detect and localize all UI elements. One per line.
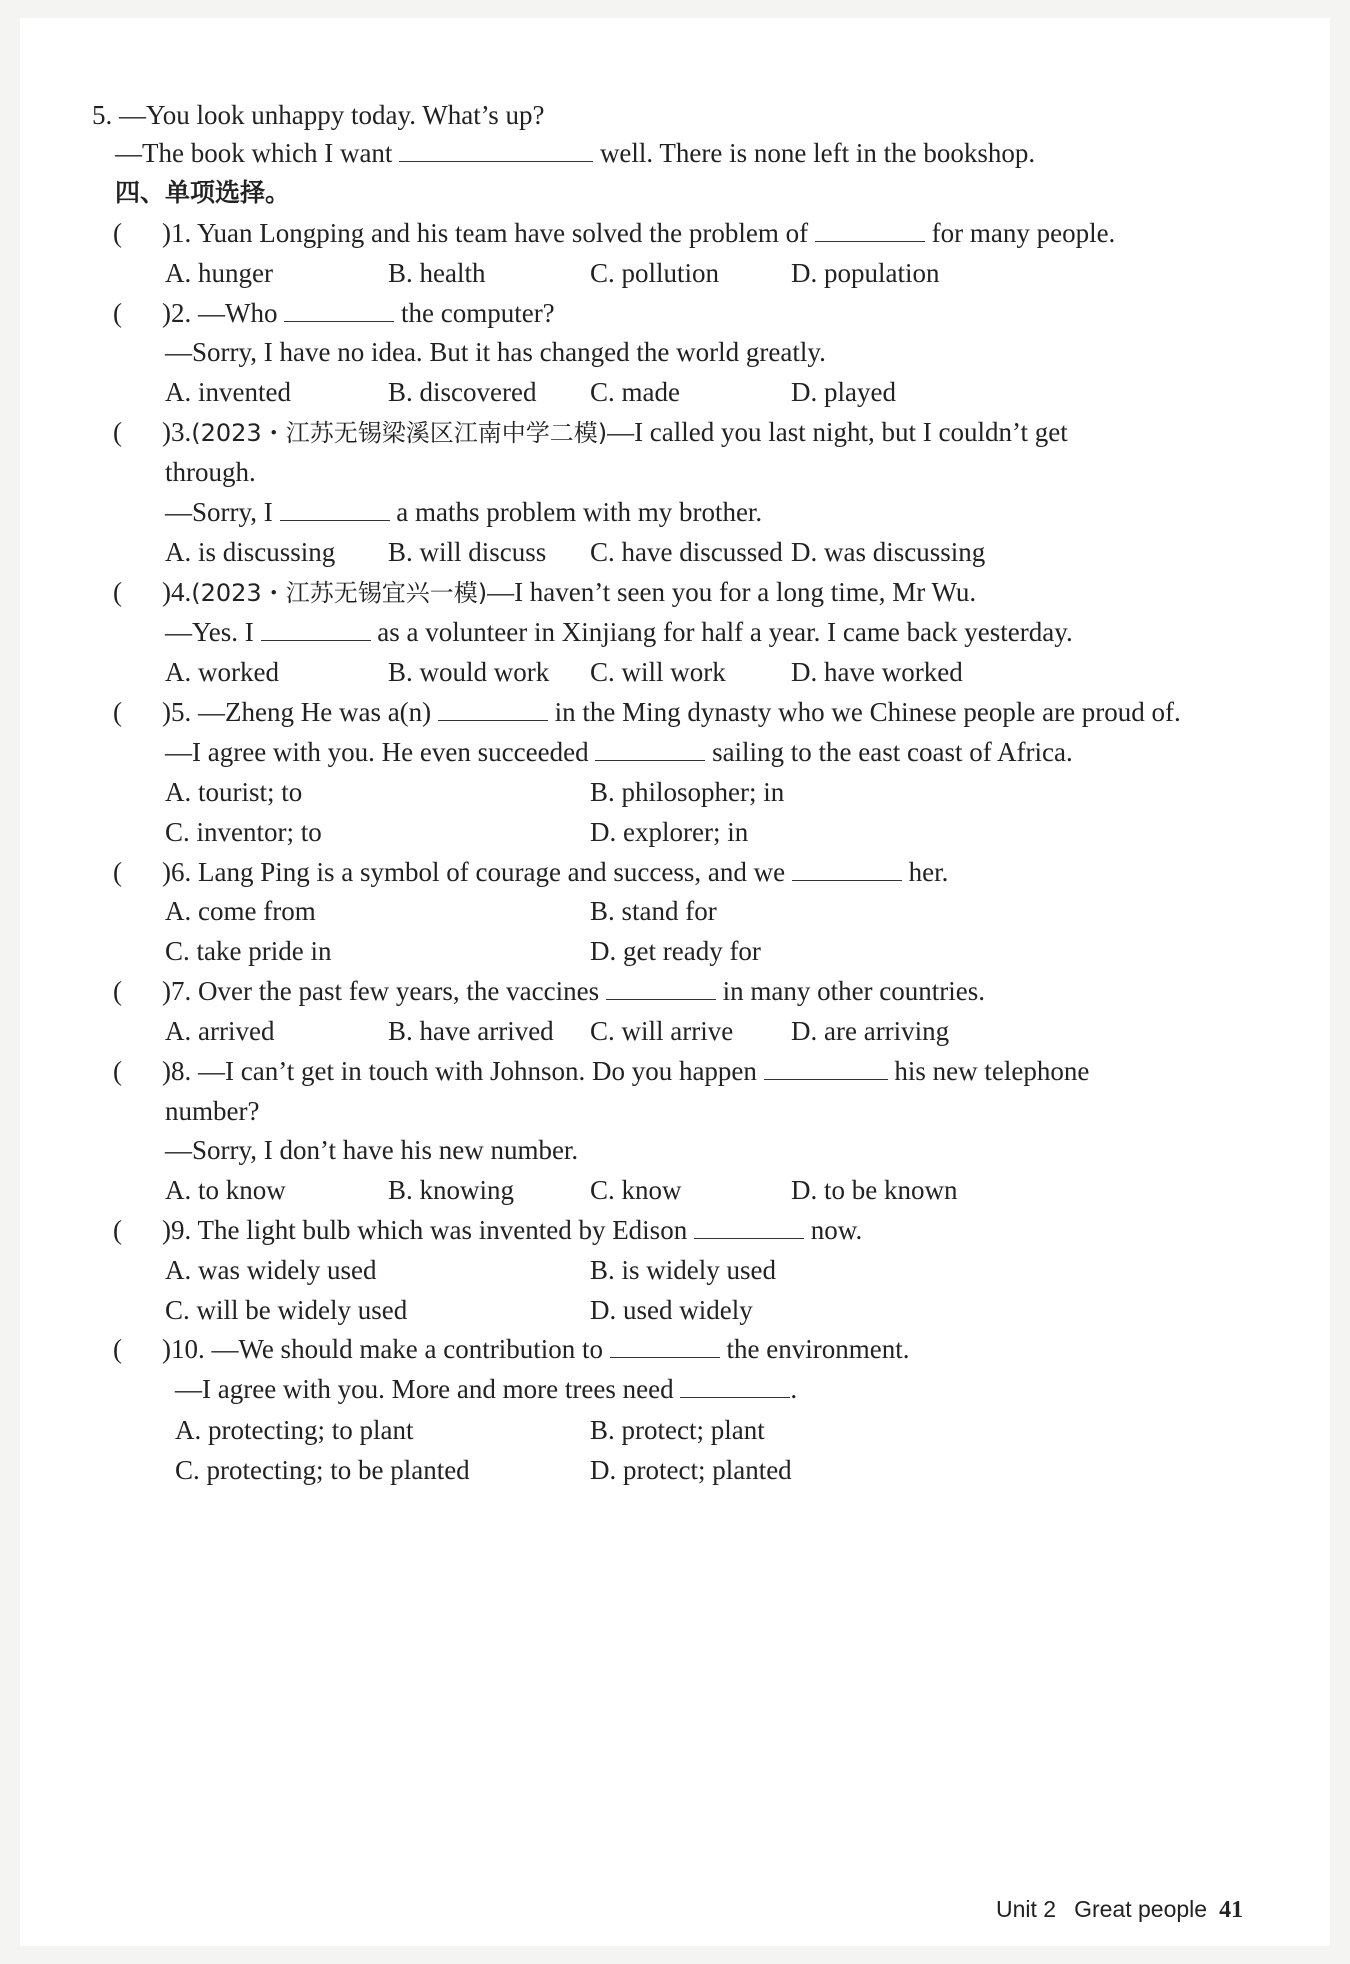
question-number: )8.: [162, 1056, 192, 1086]
q5-option-b[interactable]: B. philosopher; in: [590, 777, 785, 807]
answer-paren-q6[interactable]: (: [113, 857, 122, 887]
answer-blank[interactable]: [438, 698, 548, 721]
stem-text: —Zheng He was a(n): [198, 697, 432, 727]
q7-option-a[interactable]: A. arrived: [165, 1016, 275, 1046]
question-7-stem: [162, 974, 985, 1008]
q4-option-c[interactable]: C. will work: [590, 657, 726, 687]
worksheet-page: [20, 18, 1330, 1946]
answer-paren-q8[interactable]: (: [113, 1056, 122, 1086]
unit-label: Unit 2: [996, 1896, 1057, 1922]
q9-option-c[interactable]: C. will be widely used: [165, 1295, 408, 1325]
question-8-stem: [162, 1054, 1089, 1088]
q3-option-a[interactable]: A. is discussing: [165, 537, 336, 567]
q3-option-c[interactable]: C. have discussed: [590, 537, 783, 567]
q9-option-d[interactable]: D. used widely: [590, 1295, 753, 1325]
stem-text: —I called you last night, but I couldn’t get: [607, 417, 1068, 447]
q6-option-b[interactable]: B. stand for: [590, 896, 717, 926]
answer-blank[interactable]: [764, 1057, 888, 1080]
q5-option-d[interactable]: D. explorer; in: [590, 817, 749, 847]
stem-text: —I can’t get in touch with Johnson. Do you happen: [198, 1056, 757, 1086]
q8-option-c[interactable]: C. know: [590, 1175, 682, 1205]
q1-option-d[interactable]: D. population: [791, 258, 940, 288]
q4-option-d[interactable]: D. have worked: [791, 657, 963, 687]
stem-text: a maths problem with my brother.: [396, 497, 763, 527]
question-number: )5.: [162, 697, 192, 727]
prev-q5-text-a: —The book which I want: [115, 138, 393, 168]
question-4-line2: [165, 615, 1073, 649]
stem-text: in the Ming dynasty who we Chinese people are proud of.: [554, 697, 1181, 727]
answer-blank[interactable]: [606, 977, 716, 1000]
stem-text: in many other countries.: [722, 976, 986, 1006]
question-1-stem: [162, 216, 1115, 250]
question-2-stem: [162, 296, 555, 330]
q7-option-d[interactable]: D. are arriving: [791, 1016, 950, 1046]
stem-text: The light bulb which was invented by Edison: [197, 1215, 688, 1245]
prev-q5-line1: 5. —You look unhappy today. What’s up?: [92, 100, 545, 130]
stem-text: sailing to the east coast of Africa.: [712, 737, 1073, 767]
q7-option-b[interactable]: B. have arrived: [388, 1016, 554, 1046]
prev-q5-text-b: well. There is none left in the bookshop.: [599, 138, 1036, 168]
page-number: 41: [1219, 1897, 1244, 1923]
stem-text: Over the past few years, the vaccines: [198, 976, 600, 1006]
stem-text: —Yes. I: [165, 617, 254, 647]
answer-paren-q9[interactable]: (: [113, 1215, 122, 1245]
answer-blank[interactable]: [815, 219, 925, 242]
q4-option-b[interactable]: B. would work: [388, 657, 550, 687]
q10-option-b[interactable]: B. protect; plant: [590, 1415, 765, 1445]
answer-paren-q4[interactable]: (: [113, 577, 122, 607]
unit-title: Great people: [1074, 1896, 1208, 1922]
q10-option-d[interactable]: D. protect; planted: [590, 1455, 792, 1485]
q3-option-d[interactable]: D. was discussing: [791, 537, 986, 567]
question-8-line2: number?: [165, 1096, 260, 1126]
stem-text: Yuan Longping and his team have solved the problem of: [197, 218, 809, 248]
prev-q5-line2: [115, 136, 1035, 170]
q1-option-a[interactable]: A. hunger: [165, 258, 273, 288]
answer-paren-q1[interactable]: (: [113, 218, 122, 248]
q5-option-a[interactable]: A. tourist; to: [165, 777, 303, 807]
q6-option-d[interactable]: D. get ready for: [590, 936, 761, 966]
q2-option-a[interactable]: A. invented: [165, 377, 291, 407]
q9-option-b[interactable]: B. is widely used: [590, 1255, 776, 1285]
stem-text: .: [790, 1374, 798, 1404]
question-number: )9.: [162, 1215, 192, 1245]
answer-blank[interactable]: [694, 1216, 804, 1239]
q1-option-b[interactable]: B. health: [388, 258, 486, 288]
stem-text: —I haven’t seen you for a long time, Mr Wu.: [487, 577, 977, 607]
question-10-line2: [175, 1372, 797, 1406]
question-number: )4.: [162, 577, 192, 607]
q10-option-c[interactable]: C. protecting; to be planted: [175, 1455, 470, 1485]
stem-text: the computer?: [400, 298, 555, 328]
stem-text: his new telephone: [894, 1056, 1090, 1086]
q5-option-c[interactable]: C. inventor; to: [165, 817, 322, 847]
q1-option-c[interactable]: C. pollution: [590, 258, 720, 288]
stem-text: —I agree with you. He even succeeded: [165, 737, 589, 767]
question-number: )3.: [162, 417, 192, 447]
stem-text: —We should make a contribution to: [211, 1334, 603, 1364]
stem-text: her.: [908, 857, 949, 887]
q3-option-b[interactable]: B. will discuss: [388, 537, 547, 567]
stem-text: —Who: [198, 298, 278, 328]
answer-blank[interactable]: [261, 618, 371, 641]
stem-text: the environment.: [726, 1334, 910, 1364]
q2-option-b[interactable]: B. discovered: [388, 377, 537, 407]
question-2-line2: —Sorry, I have no idea. But it has changed the world greatly.: [165, 337, 826, 367]
question-number: )7.: [162, 976, 192, 1006]
answer-blank[interactable]: [399, 139, 593, 162]
answer-blank[interactable]: [610, 1335, 720, 1358]
answer-blank[interactable]: [280, 498, 390, 521]
question-5-stem: [162, 695, 1181, 729]
q6-option-a[interactable]: A. come from: [165, 896, 316, 926]
question-4-stem: [162, 575, 976, 610]
question-6-stem: [162, 855, 948, 889]
stem-text: for many people.: [931, 218, 1116, 248]
page-footer: [996, 1894, 1243, 1925]
answer-paren-q7[interactable]: (: [113, 976, 122, 1006]
q2-option-d[interactable]: D. played: [791, 377, 896, 407]
question-3-line3: [165, 495, 762, 529]
q6-option-c[interactable]: C. take pride in: [165, 936, 332, 966]
answer-paren-q3[interactable]: (: [113, 417, 122, 447]
answer-paren-q10[interactable]: (: [113, 1334, 122, 1364]
q4-option-a[interactable]: A. worked: [165, 657, 279, 687]
question-number: )1.: [162, 218, 192, 248]
answer-blank[interactable]: [792, 858, 902, 881]
question-5-line2: [165, 735, 1073, 769]
q2-option-c[interactable]: C. made: [590, 377, 680, 407]
q8-option-b[interactable]: B. knowing: [388, 1175, 515, 1205]
q7-option-c[interactable]: C. will arrive: [590, 1016, 734, 1046]
stem-text: —Sorry, I: [165, 497, 273, 527]
source-note: (2023・江苏无锡宜兴一模): [191, 579, 488, 607]
question-3-line2: through.: [165, 457, 256, 487]
question-8-line3: —Sorry, I don’t have his new number.: [165, 1135, 579, 1165]
section-title: 四、单项选择。: [115, 178, 291, 207]
question-9-stem: [162, 1213, 862, 1247]
question-number: )2.: [162, 298, 192, 328]
q8-option-a[interactable]: A. to know: [165, 1175, 286, 1205]
answer-blank[interactable]: [595, 738, 705, 761]
source-note: (2023・江苏无锡梁溪区江南中学二模): [191, 419, 608, 447]
stem-text: Lang Ping is a symbol of courage and success, and we: [198, 857, 786, 887]
q10-option-a[interactable]: A. protecting; to plant: [175, 1415, 414, 1445]
stem-text: now.: [810, 1215, 863, 1245]
question-number: )10.: [162, 1334, 205, 1364]
answer-paren-q5[interactable]: (: [113, 697, 122, 727]
q8-option-d[interactable]: D. to be known: [791, 1175, 958, 1205]
answer-blank[interactable]: [680, 1375, 790, 1398]
question-3-stem: [162, 415, 1068, 450]
question-10-stem: [162, 1332, 909, 1366]
question-number: )6.: [162, 857, 192, 887]
answer-paren-q2[interactable]: (: [113, 298, 122, 328]
q9-option-a[interactable]: A. was widely used: [165, 1255, 377, 1285]
stem-text: as a volunteer in Xinjiang for half a year. I came back yesterday.: [377, 617, 1073, 647]
answer-blank[interactable]: [284, 299, 394, 322]
stem-text: —I agree with you. More and more trees need: [175, 1374, 674, 1404]
